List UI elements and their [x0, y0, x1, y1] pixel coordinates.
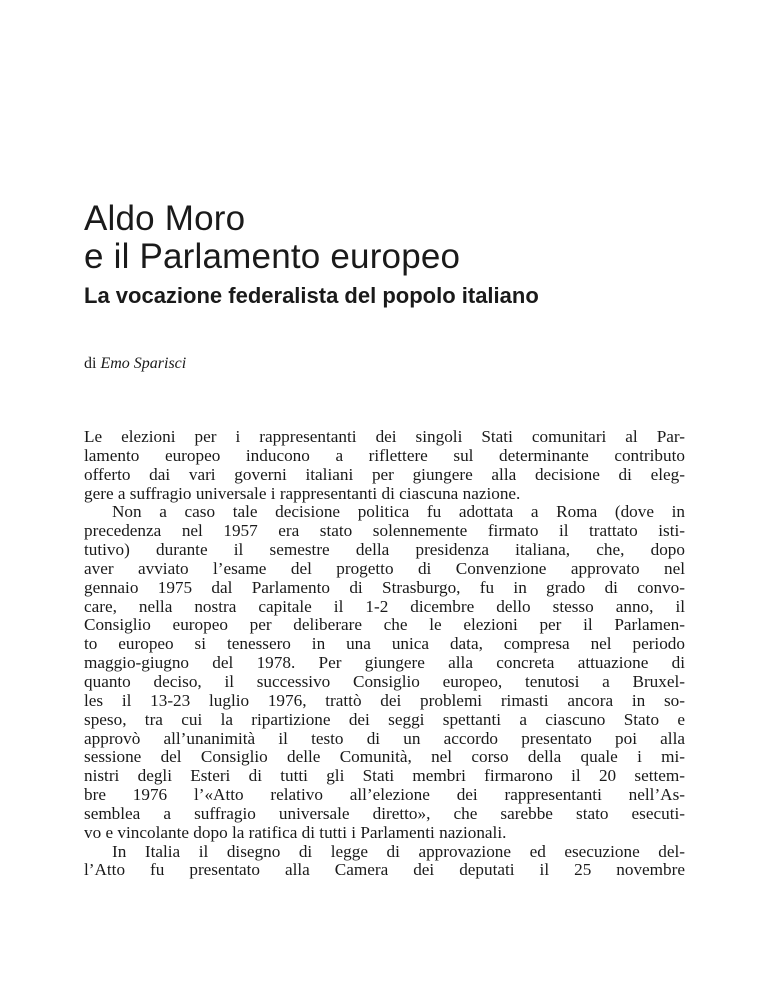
byline [84, 355, 186, 373]
body-line: gere a suffragio universale i rappresentanti di ciascuna nazione. [84, 483, 521, 503]
body-line: quanto deciso, il successivo Consiglio europeo, tenutosi a Bruxel- [84, 671, 685, 691]
body-line: l’Atto fu presentato alla Camera dei deputati il 25 novembre [84, 860, 685, 880]
body-line: nistri degli Esteri di tutti gli Stati membri firmarono il 20 settem- [84, 766, 685, 786]
body-line: maggio-giugno del 1978. Per giungere alla concreta attuazione di [84, 653, 685, 673]
body-line: speso, tra cui la ripartizione dei seggi spettanti a ciascuno Stato e [84, 709, 685, 729]
author-name: Emo Sparisci [100, 355, 187, 372]
body-line: to europeo si tenessero in una unica data, compresa nel periodo [84, 634, 685, 654]
body-line: bre 1976 l’«Atto relativo all’elezione dei rappresentanti nell’As- [84, 785, 685, 805]
body-line: Le elezioni per i rappresentanti dei singoli Stati comunitari al Par- [84, 427, 685, 446]
body-line: gennaio 1975 dal Parlamento di Strasburgo, fu in grado di convo- [84, 577, 685, 597]
body-line: les il 13-23 luglio 1976, trattò dei problemi rimasti ancora in so- [84, 690, 685, 710]
body-line: tutivo) durante il semestre della presidenza italiana, che, dopo [84, 540, 685, 560]
byline-prefix: di [84, 355, 97, 372]
article-title-line-1: Aldo Moro [84, 199, 246, 238]
body-line: approvò all’unanimità il testo di un accordo presentato poi alla [84, 728, 685, 748]
body-line: precedenza nel 1957 era stato solennemente firmato il trattato isti- [84, 521, 685, 541]
article-header [84, 200, 704, 309]
body-line: vo e vincolante dopo la ratifica di tutti i Parlamenti nazionali. [84, 822, 507, 842]
body-line: Non a caso tale decisione politica fu adottata a Roma (dove in [112, 502, 685, 522]
body-line: care, nella nostra capitale il 1-2 dicembre dello stesso anno, il [84, 596, 685, 616]
body-line: aver avviato l’esame del progetto di Convenzione approvato nel [84, 558, 685, 578]
article-subtitle: La vocazione federalista del popolo italiano [84, 283, 539, 308]
article-body [84, 428, 685, 880]
body-line: sessione del Consiglio delle Comunità, nel corso della quale i mi- [84, 747, 685, 767]
body-line: lamento europeo inducono a riflettere sul determinante contributo [84, 445, 685, 465]
article-title-line-2: e il Parlamento europeo [84, 237, 461, 276]
body-line: offerto dai vari governi italiani per giungere alla decisione di eleg- [84, 464, 685, 484]
body-line: In Italia il disegno di legge di approvazione ed esecuzione del- [112, 841, 685, 861]
body-line: Consiglio europeo per deliberare che le elezioni per il Parlamen- [84, 615, 685, 635]
body-line: semblea a suffragio universale diretto», che sarebbe stato esecuti- [84, 803, 685, 823]
